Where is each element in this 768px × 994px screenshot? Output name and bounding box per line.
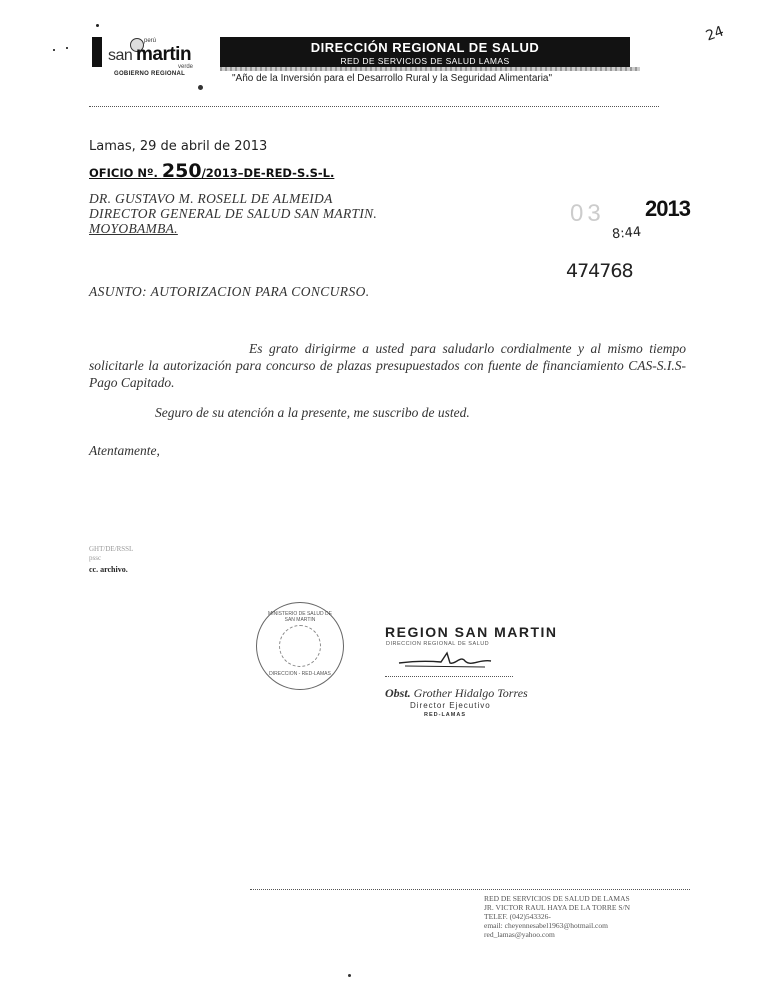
initials-line-2: pssc (89, 554, 102, 562)
seal-emblem (279, 625, 321, 667)
signature-region: REGION SAN MARTIN (385, 624, 558, 640)
official-seal-icon (256, 602, 344, 690)
body-paragraph-2: Seguro de su atención a la presente, me suscribo de usted. (155, 405, 470, 420)
subject-line: ASUNTO: AUTORIZACION PARA CONCURSO. (89, 284, 370, 299)
scan-mark (198, 85, 203, 90)
footer-email-1: email: cheyennesabel1963@hotmail.com (484, 921, 608, 930)
logo-peru: perú (144, 38, 157, 44)
year-motto: "Año de la Inversión para el Desarrollo Rural y la Seguridad Alimentaria" (232, 73, 553, 84)
signatory-unit: RED-LAMAS (424, 712, 466, 718)
reception-year: 2013 (645, 196, 690, 221)
oficio-prefix: OFICIO Nº. (89, 166, 162, 180)
footer-contact (484, 894, 630, 939)
footer-address: JR. VICTOR RAUL HAYA DE LA TORRE S/N (484, 903, 631, 912)
addressee-city: MOYOBAMBA. (89, 221, 178, 236)
scan-dot (348, 974, 351, 977)
scan-dot (96, 24, 99, 27)
oficio-suffix: /2013–DE-RED-S.S-L. (201, 166, 335, 180)
logo-san: san (108, 47, 133, 64)
closing: Atentamente, (89, 443, 160, 458)
paragraph-1-text: Es grato dirigirme a usted para saludarlo cordialmente y al mismo tiempo solicitarle la autorización para concurso de plazas presupuestados con fuente de financiamiento CAS-S.I.S- Pago Capitado. (89, 341, 686, 390)
scan-dot (66, 47, 68, 49)
footer-divider (250, 889, 690, 890)
signatory-title: Director Ejecutivo (410, 701, 491, 710)
scan-dot (53, 49, 55, 51)
registry-number: 474768 (566, 260, 633, 282)
header-divider (89, 106, 659, 107)
oficio-number (89, 160, 334, 182)
logo-verde: verde (178, 64, 194, 70)
footer-org: RED DE SERVICIOS DE SALUD DE LAMAS (484, 894, 630, 903)
addressee-block (89, 191, 377, 236)
name-text: Grother Hidalgo Torres (413, 686, 528, 700)
name-prefix: Obst. (385, 686, 411, 700)
banner-underline (220, 67, 640, 71)
initials-line-1: GHT/DE/RSSL (89, 545, 134, 553)
reception-day: 03 (570, 200, 605, 227)
footer-phone: TELEF. (042)543326- (484, 912, 551, 921)
logo-bar (92, 37, 102, 67)
reference-initials (89, 545, 133, 563)
body-paragraph-1 (89, 340, 686, 391)
signature-direction: DIRECCION REGIONAL DE SALUD (386, 641, 490, 647)
regional-government-logo (102, 38, 220, 82)
seal-text-bottom: DIRECCION - RED-LAMAS (269, 671, 331, 677)
oficio-num: 250 (161, 160, 202, 182)
footer-email-2: red_lamas@yahoo.com (484, 930, 555, 939)
logo-martin: martin (136, 44, 192, 65)
place-date: Lamas, 29 de abril de 2013 (89, 139, 268, 154)
banner-subtitle: RED DE SERVICIOS DE SALUD LAMAS (340, 56, 510, 66)
cc-archivo: cc. archivo. (89, 565, 128, 574)
addressee-title: DIRECTOR GENERAL DE SALUD SAN MARTIN. (89, 206, 378, 221)
seal-text-top: MINISTERIO DE SALUD DE SAN MARTIN (268, 611, 332, 623)
logo-gobierno-regional: GOBIERNO REGIONAL (114, 71, 186, 77)
reception-time: 8:44 (611, 224, 642, 243)
signature-scribble-icon (395, 649, 495, 671)
folio-number: 24 (703, 23, 727, 45)
signature-line (385, 676, 513, 677)
addressee-name: DR. GUSTAVO M. ROSELL DE ALMEIDA (89, 191, 333, 206)
header-banner (220, 37, 630, 67)
signatory-name (385, 686, 528, 701)
banner-title: DIRECCIÓN REGIONAL DE SALUD (310, 40, 540, 55)
